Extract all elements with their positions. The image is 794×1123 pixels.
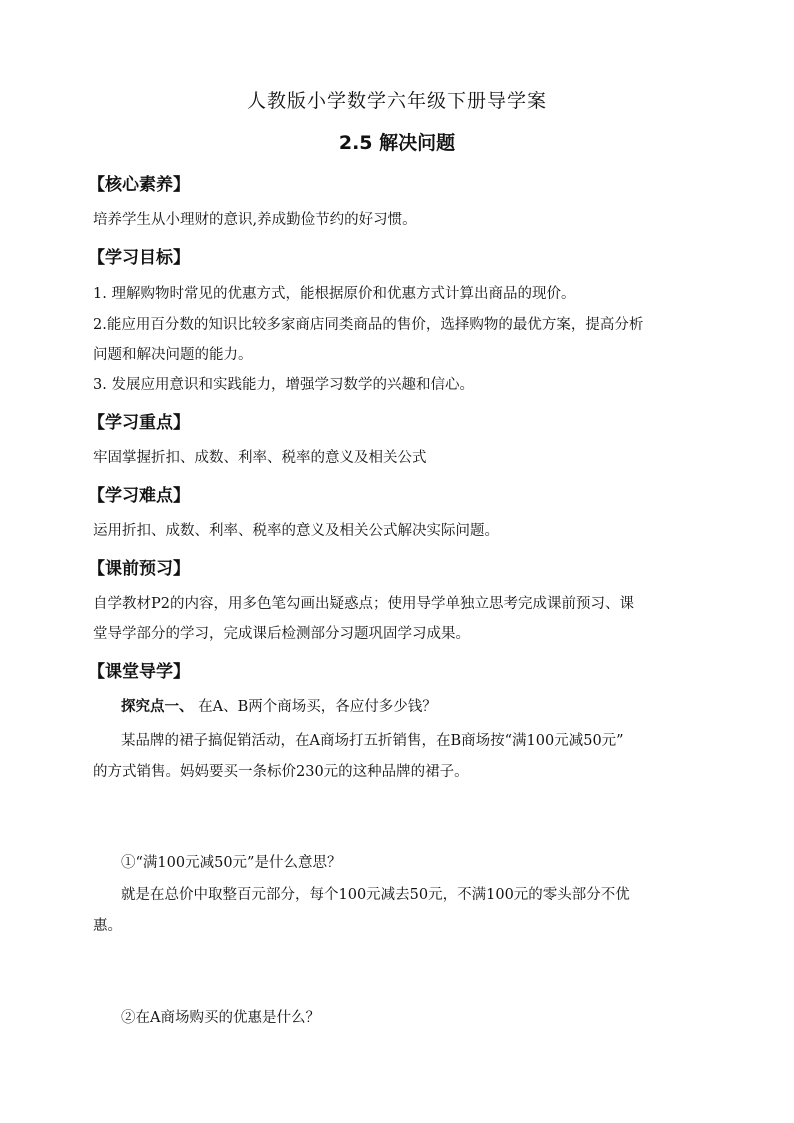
explore-point — [121, 695, 437, 716]
goal-line-4: 3. 发展应用意识和实践能力，增强学习数学的兴趣和信心。 — [93, 377, 474, 393]
lesson-title: 2.5 解决问题 — [338, 132, 456, 154]
heading-goals: 【学习目标】 — [88, 248, 190, 268]
problem-line-2: 的方式销售。妈妈要买一条标价230元的这种品牌的裙子。 — [93, 764, 469, 780]
heading-guide: 【课堂导学】 — [88, 662, 190, 682]
question-2: ②在A商场购买的优惠是什么？ — [121, 1010, 320, 1026]
problem-line-1: 某品牌的裙子搞促销活动，在A商场打五折销售，在B商场按“满100元减50元” — [121, 733, 624, 749]
preview-line-1: 自学教材P2的内容，用多色笔勾画出疑惑点；使用导学单独立思考完成课前预习、课 — [93, 596, 634, 612]
focus-text: 牢固掌握折扣、成数、利率、税率的意义及相关公式 — [93, 450, 427, 466]
explore-text: 在A、B两个商场买，各应付多少钱？ — [193, 699, 437, 715]
heading-difficulty: 【学习难点】 — [88, 486, 190, 506]
goal-line-2: 2.能应用百分数的知识比较多家商店同类商品的售价，选择购物的最优方案，提高分析 — [93, 317, 644, 333]
answer-1-line-2: 惠。 — [93, 918, 122, 934]
heading-core: 【核心素养】 — [88, 175, 190, 195]
core-text: 培养学生从小理财的意识,养成勤俭节约的好习惯。 — [93, 212, 417, 228]
difficulty-text: 运用折扣、成数、利率、税率的意义及相关公式解决实际问题。 — [93, 523, 499, 539]
preview-line-2: 堂导学部分的学习，完成课后检测部分习题巩固学习成果。 — [93, 626, 470, 642]
answer-1-line-1: 就是在总价中取整百元部分，每个100元减去50元，不满100元的零头部分不优 — [121, 887, 630, 903]
goal-line-3: 问题和解决问题的能力。 — [93, 347, 253, 363]
explore-label: 探究点一、 — [121, 699, 194, 715]
document-title: 人教版小学数学六年级下册导学案 — [246, 90, 547, 112]
heading-focus: 【学习重点】 — [88, 413, 190, 433]
goal-line-1: 1. 理解购物时常见的优惠方式，能根据原价和优惠方式计算出商品的现价。 — [93, 286, 576, 302]
question-1: ①“满100元减50元”是什么意思？ — [121, 855, 342, 871]
heading-preview: 【课前预习】 — [88, 559, 190, 579]
